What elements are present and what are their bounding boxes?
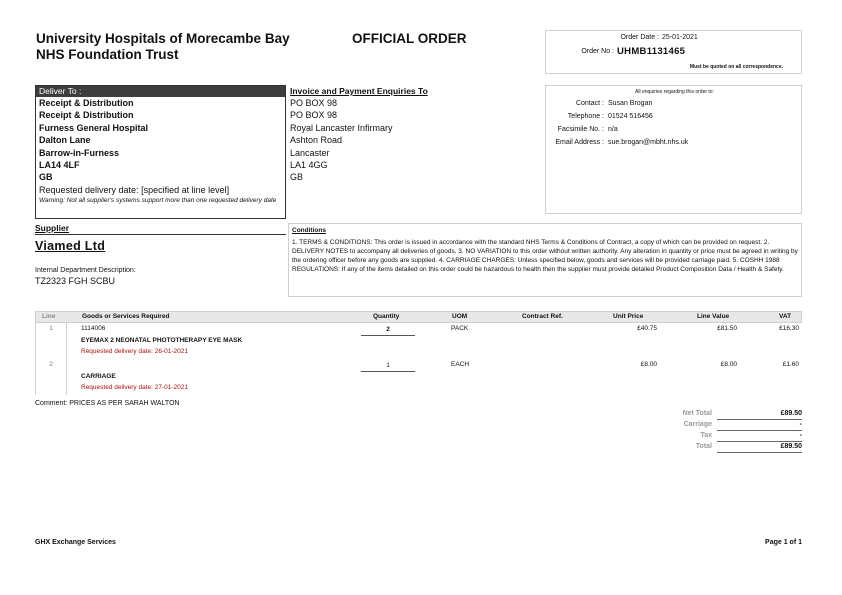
invoice-line: PO BOX 98	[290, 110, 338, 121]
row-code: 1114006	[81, 325, 106, 332]
row-unit-price: £40.75	[637, 325, 657, 332]
row-line-value: £8.00	[720, 361, 737, 368]
carriage-value: -	[717, 421, 802, 431]
email-value[interactable]: sue.brogan@mbht.nhs.uk	[608, 139, 689, 146]
order-no-value: UHMB1131465	[617, 46, 686, 57]
tax-row	[640, 431, 802, 442]
col-unit-price: Unit Price	[613, 313, 644, 320]
net-total-value: £89.50	[717, 410, 802, 420]
carriage-row	[640, 420, 802, 431]
contact-label: Contact :	[575, 100, 604, 107]
deliver-line: Barrow-in-Furness	[39, 147, 120, 158]
invoice-line: Ashton Road	[290, 135, 343, 146]
table-header	[35, 311, 802, 323]
enquiries-note: All enquiries regarding this order to:	[635, 89, 714, 95]
totals-block	[640, 409, 802, 453]
contact-row	[546, 100, 652, 107]
col-uom: UOM	[452, 313, 468, 320]
total-label: Total	[695, 443, 712, 450]
quantity-underline	[361, 371, 415, 372]
col-contract: Contract Ref.	[522, 313, 563, 320]
department-label: Internal Department Description:	[35, 267, 136, 274]
order-no-label: Order No :	[581, 48, 614, 55]
deliver-line: Receipt & Distribution	[39, 98, 134, 108]
email-label: Email Address :	[555, 139, 604, 146]
department-value: TZ2323 FGH SCBU	[35, 276, 116, 286]
row-quantity: 1	[386, 362, 390, 369]
tax-label: Tax	[700, 432, 712, 439]
col-line: Line	[42, 313, 56, 320]
deliver-line: Dalton Lane	[39, 135, 91, 146]
invoice-line: Royal Lancaster Infirmary	[290, 122, 393, 133]
order-items-table	[35, 311, 802, 395]
requested-delivery-date-note: Requested delivery date: [specified at line level]	[39, 184, 230, 195]
deliver-to-box	[35, 85, 286, 219]
col-line-value: Line Value	[697, 313, 730, 320]
page-number: Page 1 of 1	[765, 539, 802, 546]
row-requested-date: Requested delivery date: 27-01-2021	[81, 384, 188, 391]
row-unit-price: £8.00	[640, 361, 657, 368]
conditions-header: Conditions	[292, 227, 326, 234]
table-row	[35, 323, 802, 359]
delivery-warning: Warning: Not all supplier's systems support more than one requested delivery date	[39, 197, 277, 205]
quantity-underline	[361, 335, 415, 336]
document-title: OFFICIAL ORDER	[352, 31, 467, 46]
invoice-enquiries-box	[288, 85, 545, 214]
quote-note: Must be quoted on all correspondence.	[689, 64, 783, 70]
order-date-value: 25-01-2021	[662, 34, 698, 41]
row-vat: £16.30	[779, 325, 799, 332]
deliver-line: LA14 4LF	[39, 160, 80, 171]
invoice-line: Lancaster	[290, 147, 330, 158]
row-line-number: 2	[35, 359, 67, 395]
telephone-label: Telephone :	[567, 113, 604, 120]
fax-value: n/a	[608, 126, 618, 133]
invoice-line: GB	[290, 172, 304, 183]
deliver-line: Receipt & Distribution	[39, 110, 134, 121]
col-quantity: Quantity	[373, 313, 400, 320]
row-description: EYEMAX 2 NEONATAL PHOTOTHERAPY EYE MASK	[81, 337, 243, 344]
organisation-name: University Hospitals of Morecambe Bay NHS Foundation Trust	[36, 31, 290, 62]
row-vat: £1.60	[782, 361, 799, 368]
carriage-label: Carriage	[683, 421, 712, 428]
row-line-number: 1	[35, 323, 67, 359]
deliver-line: GB	[39, 172, 53, 183]
row-requested-date: Requested delivery date: 26-01-2021	[81, 348, 188, 355]
table-row	[35, 359, 802, 395]
supplier-divider	[35, 234, 286, 235]
footer-provider: GHX Exchange Services	[35, 539, 116, 546]
net-total-row	[640, 409, 802, 420]
order-date-label: Order Date :	[620, 34, 659, 41]
col-goods: Goods or Services Required	[82, 313, 170, 320]
total-row	[640, 442, 802, 453]
conditions-box	[288, 223, 802, 297]
telephone-value: 01524 516456	[608, 113, 653, 120]
conditions-text: 1. TERMS & CONDITIONS: This order is issued in accordance with the standard NHS Terms & Conditions of Contract, a copy of which can be provided on request. 2. DELIVERY NOTES to accompany all deliveries of goods. 3. NO VARIATION to this order without written authority. Any alteration in quantity or price must be agreed in writing by the ordering officer before any goods are supplied. 4. CARRIAGE CHARGES: Unless specified below, goods and services will be provided carriage paid. 5. COSHH 1988 REGULATIONS: If any of the items detailed on this order could be hazardous to health then the supplier must provide detailed Product Composition Data / Health & Safety.	[292, 239, 798, 273]
invoice-header: Invoice and Payment Enquiries To	[290, 86, 428, 96]
order-info-box	[545, 30, 802, 74]
invoice-line: PO BOX 98	[290, 98, 338, 108]
telephone-row	[546, 113, 653, 120]
deliver-line: Furness General Hospital	[39, 122, 149, 133]
contact-value: Susan Brogan	[608, 100, 653, 107]
row-description: CARRIAGE	[81, 373, 116, 380]
fax-row	[546, 126, 618, 133]
supplier-label: Supplier	[35, 223, 70, 233]
tax-value: -	[717, 432, 802, 442]
row-line-value: £81.50	[717, 325, 737, 332]
row-uom: PACK	[451, 325, 469, 332]
col-vat: VAT	[779, 313, 792, 320]
total-value: £89.50	[717, 443, 802, 453]
net-total-label: Net Total	[682, 410, 712, 417]
supplier-name: Viamed Ltd	[35, 239, 106, 253]
row-uom: EACH	[451, 361, 470, 368]
email-row	[546, 139, 688, 146]
fax-label: Facsimile No. :	[557, 126, 604, 133]
invoice-line: LA1 4GG	[290, 160, 328, 171]
contact-box	[545, 85, 802, 214]
row-quantity: 2	[386, 326, 390, 333]
deliver-to-header: Deliver To :	[36, 86, 285, 97]
order-comment: Comment: PRICES AS PER SARAH WALTON	[35, 400, 180, 407]
